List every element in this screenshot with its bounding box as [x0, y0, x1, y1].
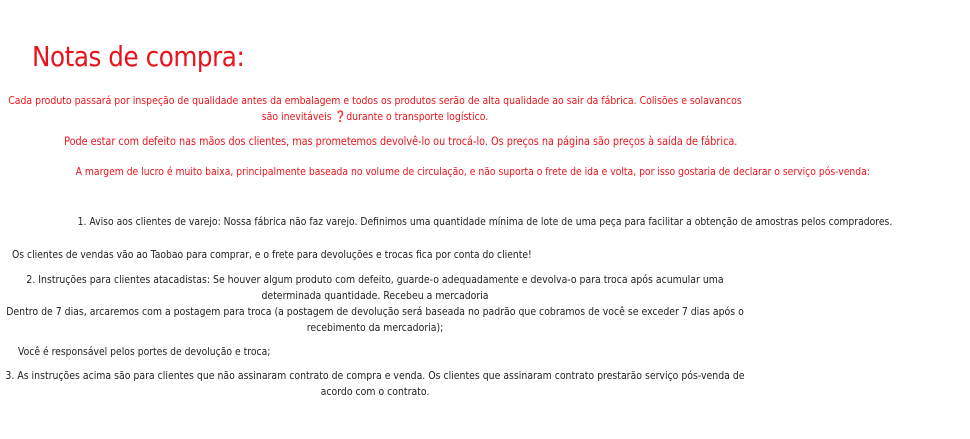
intro-defect-text: Pode estar com defeito nas mãos dos clientes, mas prometemos devolvê-lo ou trocá-lo. Os preços na página são preços à saída de fábrica. [64, 134, 738, 148]
wholesale-instructions [0, 272, 750, 304]
exchange-postage-note [0, 304, 750, 336]
page-title: Notas de compra: [32, 40, 245, 73]
contract-note [0, 368, 750, 400]
intro-defect-note [0, 133, 750, 149]
wholesale-instructions-text: 2. Instruções para clientes atacadistas: Se houver algum produto com defeito, guarde-o adequadamente e devolva-o para troca após acumular uma determinada quantidade. Recebeu a mercadoria [26, 273, 724, 302]
intro-quality-note [0, 93, 750, 125]
exchange-postage-text: Dentro de 7 dias, arcaremos com a postagem para troca (a postagem de devolução será baseada no padrão que cobramos de você se exceder 7 dias após o recebimento da mercadoria); [6, 305, 744, 334]
intro-quality-text: Cada produto passará por inspeção de qualidade antes da embalagem e todos os produtos serão de alta qualidade ao sair da fábrica. Colisões e solavancos são inevitáveis ❓durante o transporte logístico. [8, 94, 742, 123]
intro-margin-text: A margem de lucro é muito baixa, principalmente baseada no volume de circulação, e não suporta o frete de ida e volta, por isso gostaria de declarar o serviço pós-venda: [75, 165, 870, 178]
contract-note-text: 3. As instruções acima são para clientes que não assinaram contrato de compra e venda. Os clientes que assinaram contrato prestarão serviço pós-venda de acordo com o contrato. [5, 369, 745, 398]
taobao-notice-text: Os clientes de vendas vão ao Taobao para comprar, e o frete para devoluções e trocas fica por conta do cliente! [12, 248, 532, 261]
retail-notice [0, 214, 893, 230]
intro-margin-note [0, 164, 870, 180]
return-responsibility-text: Você é responsável pelos portes de devolução e troca; [18, 345, 271, 358]
return-responsibility-note [18, 344, 318, 360]
taobao-notice [12, 247, 631, 263]
retail-notice-text: 1. Aviso aos clientes de varejo: Nossa fábrica não faz varejo. Definimos uma quantidade mínima de lote de uma peça para facilitar a obtenção de amostras pelos compradores. [77, 215, 893, 228]
